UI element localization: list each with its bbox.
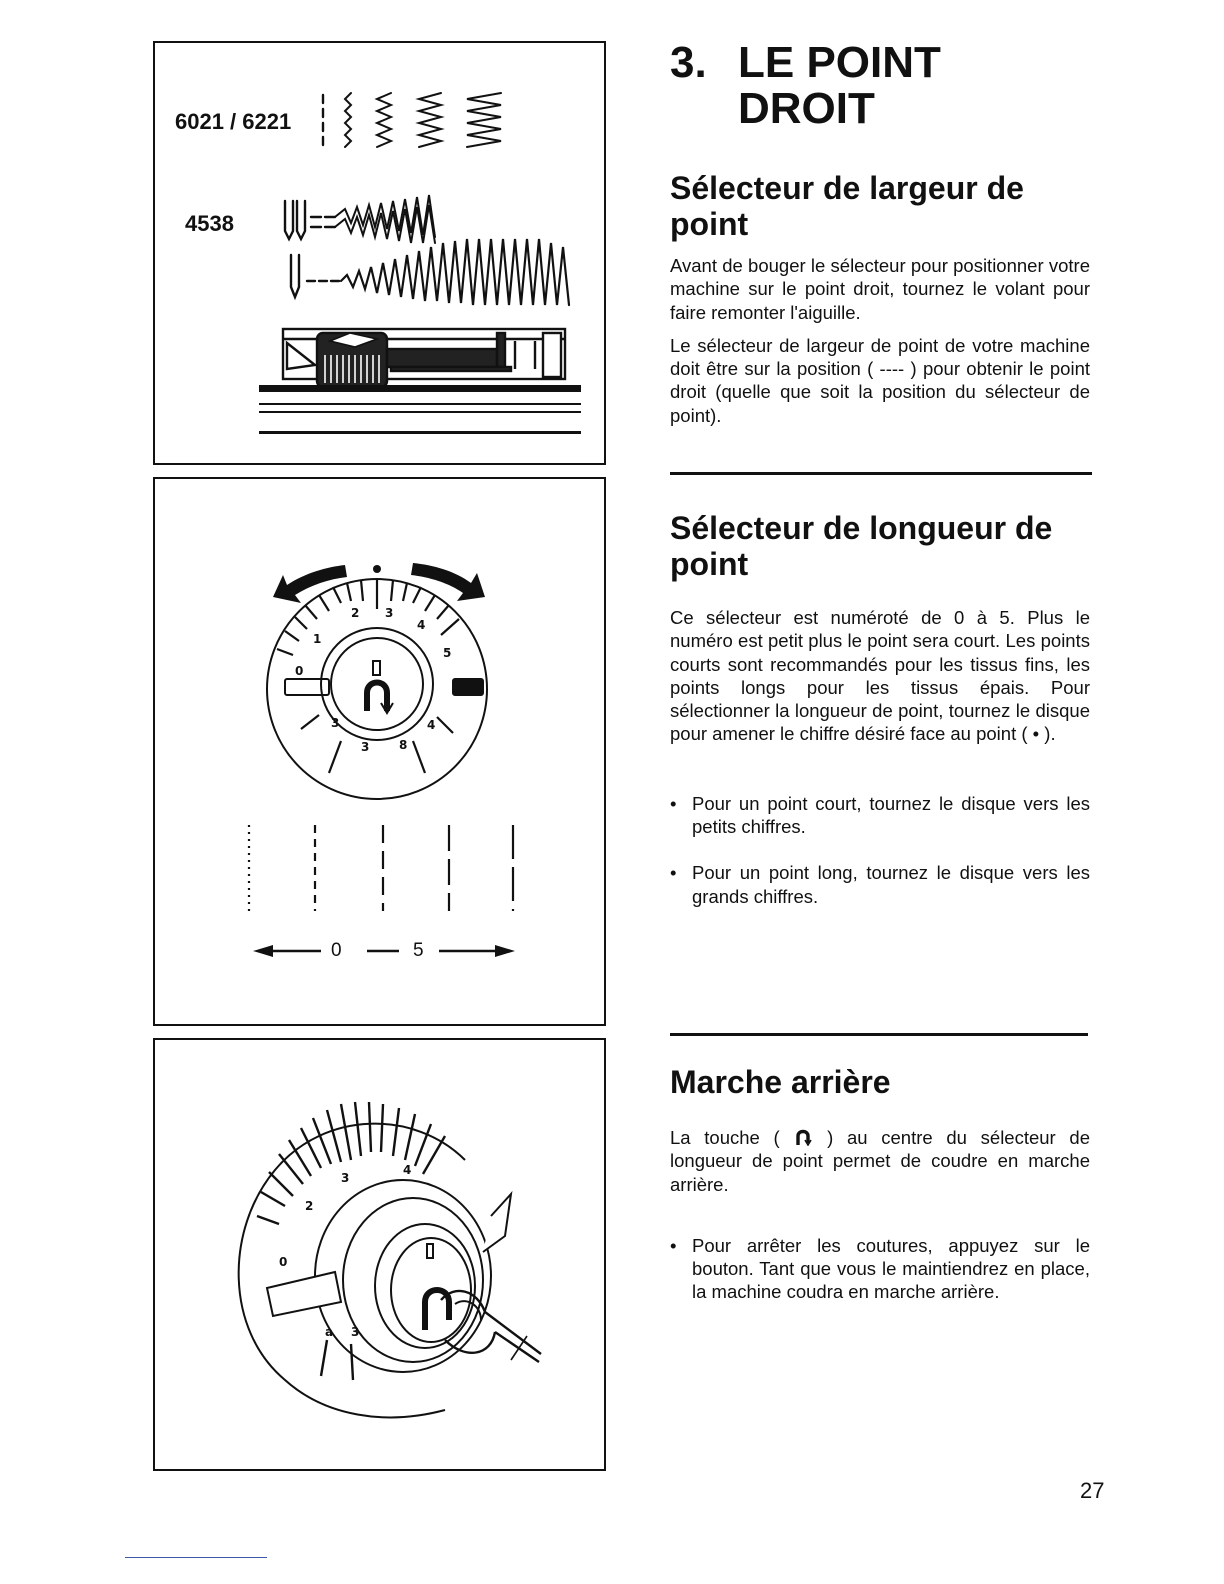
svg-text:4: 4 [417, 618, 426, 632]
chapter-title-line2: DROIT [738, 84, 875, 133]
length-dial-illustration [155, 479, 604, 1024]
finger-icon [441, 1291, 541, 1362]
rotate-left-arrow-icon [273, 565, 347, 603]
section-title-width: Sélecteur de largeur de point [670, 170, 1024, 242]
twin-needle-icon [285, 201, 305, 239]
svg-text:4: 4 [427, 718, 436, 732]
single-needle-icon [291, 255, 299, 297]
section-stitch-length [670, 510, 1090, 908]
reverse-bullet: • Pour arrêter les coutures, appuyez sur le bouton. Tant que vous le maintiendrez en place, la machine coudra en marche arrière. [670, 1234, 1090, 1303]
svg-text:3: 3 [351, 1325, 360, 1339]
svg-text:3: 3 [361, 740, 370, 754]
chapter-heading [670, 40, 1090, 132]
svg-text:4: 4 [403, 1163, 412, 1177]
zigzag-medium-mark [377, 93, 391, 147]
section-reverse [670, 1064, 1090, 1304]
length-paragraph: Ce sélecteur est numéroté de 0 à 5. Plus le numéro est petit plus le point sera court. Les points courts sont recommandés pour les tissus fins, les points longs pour les tissus épais. Pour sélectionner la longueur de point, tournez le disque pour amener le chiffre désiré face au point ( • ). [670, 607, 1090, 745]
reverse-paragraph: La touche ( ) au centre du sélecteur de longueur de point permet de coudre en marche arrière. [670, 1127, 1090, 1195]
section-title-length: Sélecteur de longueur de point [670, 510, 1053, 582]
zigzag-widest-mark [467, 93, 501, 147]
zigzag-wide-mark [419, 93, 441, 147]
section-stitch-width [670, 170, 1090, 427]
page-number: 27 [1080, 1478, 1105, 1503]
svg-text:0: 0 [295, 664, 304, 678]
scale-label-max: 5 [413, 940, 424, 961]
svg-text:3: 3 [385, 606, 394, 620]
reverse-button-illustration [155, 1040, 604, 1469]
figure-stitch-length-dial [153, 477, 606, 1026]
svg-text:3: 3 [341, 1171, 350, 1185]
svg-text:3: 3 [331, 716, 340, 730]
chapter-number: 3. [670, 38, 707, 87]
dial-reference-dot [373, 565, 381, 573]
reverse-symbol-icon [793, 1128, 813, 1146]
width-selector-illustration [155, 43, 604, 463]
svg-text:2: 2 [305, 1199, 314, 1213]
length-bullet-short: • Pour un point court, tournez le disque vers les petits chiffres. [670, 792, 1090, 838]
arrow-left-icon [253, 945, 273, 957]
model-label-6021-6221: 6021 / 6221 [175, 109, 292, 134]
svg-text:0: 0 [279, 1255, 288, 1269]
width-lever-illustration [283, 329, 565, 387]
length-bullet-long: • Pour un point long, tournez le disque vers les grands chiffres. [670, 862, 1090, 907]
arrow-right-icon [495, 945, 515, 957]
svg-text:1: 1 [313, 632, 322, 646]
svg-text:8: 8 [399, 738, 408, 752]
svg-text:a: a [325, 1325, 334, 1339]
section-divider [670, 1033, 1088, 1036]
scale-label-min: 0 [331, 940, 342, 961]
svg-text:5: 5 [443, 646, 452, 660]
footer-line [125, 1557, 267, 1558]
bullet-dot-icon: • [670, 792, 677, 814]
svg-text:2: 2 [351, 606, 360, 620]
figure-reverse-button [153, 1038, 606, 1471]
width-paragraph-2: Le sélecteur de largeur de point de votre machine doit être sur la position ( ---- ) pour obtenir le point droit (quelle que soit la position du sélecteur de point). [670, 334, 1090, 426]
rotate-right-arrow-icon [411, 563, 485, 601]
figure-stitch-width-selector [153, 41, 606, 465]
width-paragraph-1: Avant de bouger le sélecteur pour positionner votre machine sur le point droit, tournez le volant pour faire remonter l'aiguille. [670, 255, 1090, 323]
model-label-4538: 4538 [185, 211, 234, 236]
section-divider [670, 472, 1092, 475]
bullet-dot-icon: • [670, 862, 677, 884]
chapter-title-line1: LE POINT [738, 38, 941, 87]
bullet-dot-icon: • [670, 1234, 677, 1256]
section-title-reverse: Marche arrière [670, 1064, 891, 1100]
zigzag-narrow-mark [345, 93, 351, 147]
